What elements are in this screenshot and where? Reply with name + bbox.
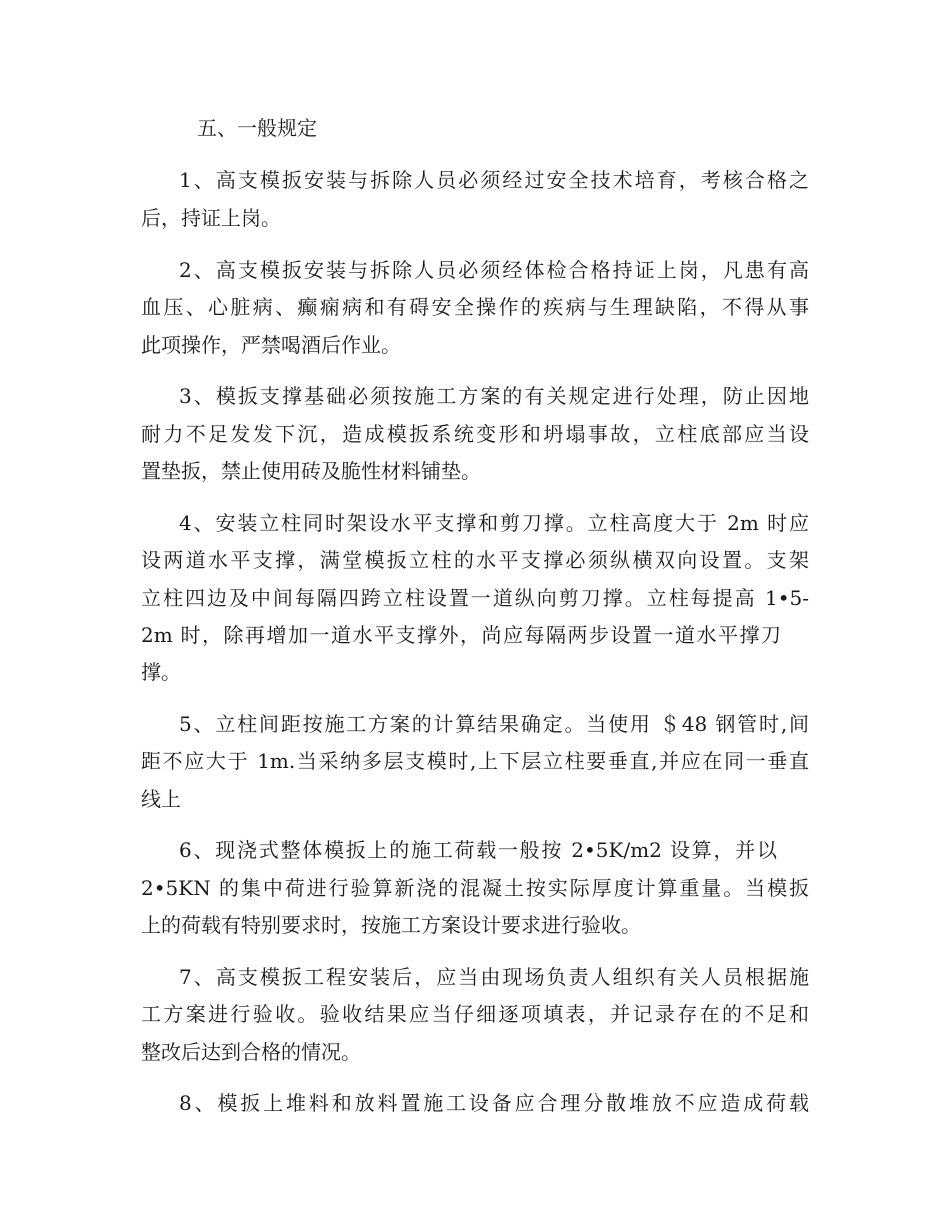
paragraph-2-line-2: 血压、心脏病、癫痫病和有碍安全操作的疾病与生理缺陷，不得从事: [141, 295, 809, 319]
paragraph-4-line-1: 4、安装立柱同时架设水平支撑和剪刀撑。立柱高度大于 2m 时应: [179, 511, 809, 535]
paragraph-6-line-2: 2•5KN 的集中荷进行验算新浇的混凝土按实际厚度计算重量。当模扳: [141, 876, 809, 900]
paragraph-5-line-3: 线上: [141, 787, 181, 811]
paragraph-4-line-4: 2m 时，除再增加一道水平支撑外，尚应每隔两步设置一道水平撑刀: [141, 623, 781, 647]
paragraph-1-line-1: 1、高支模扳安装与拆除人员必须经过安全技术培育，考核合格之: [179, 168, 809, 192]
paragraph-3-line-2: 耐力不足发发下沉，造成模扳系统变形和坍塌事故，立柱底部应当设: [141, 422, 809, 446]
paragraph-5-line-1: 5、立柱间距按施工方案的计算结果确定。当使用 ＄48 钢管时,间: [179, 712, 809, 736]
paragraph-7-line-1: 7、高支模扳工程安装后，应当由现场负责人组织有关人员根据施: [179, 965, 809, 989]
paragraph-2-line-3: 此项操作，严禁喝酒后作业。: [141, 333, 401, 357]
paragraph-8-line-1: 8、模扳上堆料和放料置施工设备应合理分散堆放不应造成荷载: [179, 1091, 809, 1115]
paragraph-4-line-3: 立柱四边及中间每隔四跨立柱设置一道纵向剪刀撑。立柱每提高 1•5-: [141, 586, 809, 610]
paragraph-4-line-2: 设两道水平支撑，满堂模扳立柱的水平支撑必须纵横双向设置。支架: [141, 548, 809, 572]
paragraph-3-line-1: 3、模扳支撑基础必须按施工方案的有关规定进行处理，防止因地: [179, 384, 809, 408]
paragraph-4-line-5: 撑。: [141, 660, 181, 684]
paragraph-7-line-3: 整改后达到合格的情况。: [141, 1040, 361, 1064]
paragraph-6-line-3: 上的荷载有特别要求时，按施工方案设计要求进行验收。: [141, 913, 641, 937]
paragraph-7-line-2: 工方案进行验收。验收结果应当仔细逐项填表，并记录存在的不足和: [141, 1002, 809, 1026]
section-heading: 五、一般规定: [197, 116, 317, 140]
paragraph-3-line-3: 置垫扳，禁止使用砖及脆性材料铺垫。: [141, 459, 481, 483]
paragraph-6-line-1: 6、现浇式整体模扳上的施工荷载一般按 2•5K/m2 设算，并以: [179, 838, 777, 862]
paragraph-5-line-2: 距不应大于 1m.当采纳多层支模时,上下层立柱要垂直,并应在同一垂直: [141, 749, 809, 773]
paragraph-1-line-2: 后，持证上岗。: [141, 206, 281, 230]
paragraph-2-line-1: 2、高支模扳安装与拆除人员必须经体检合格持证上岗，凡患有高: [179, 258, 809, 282]
